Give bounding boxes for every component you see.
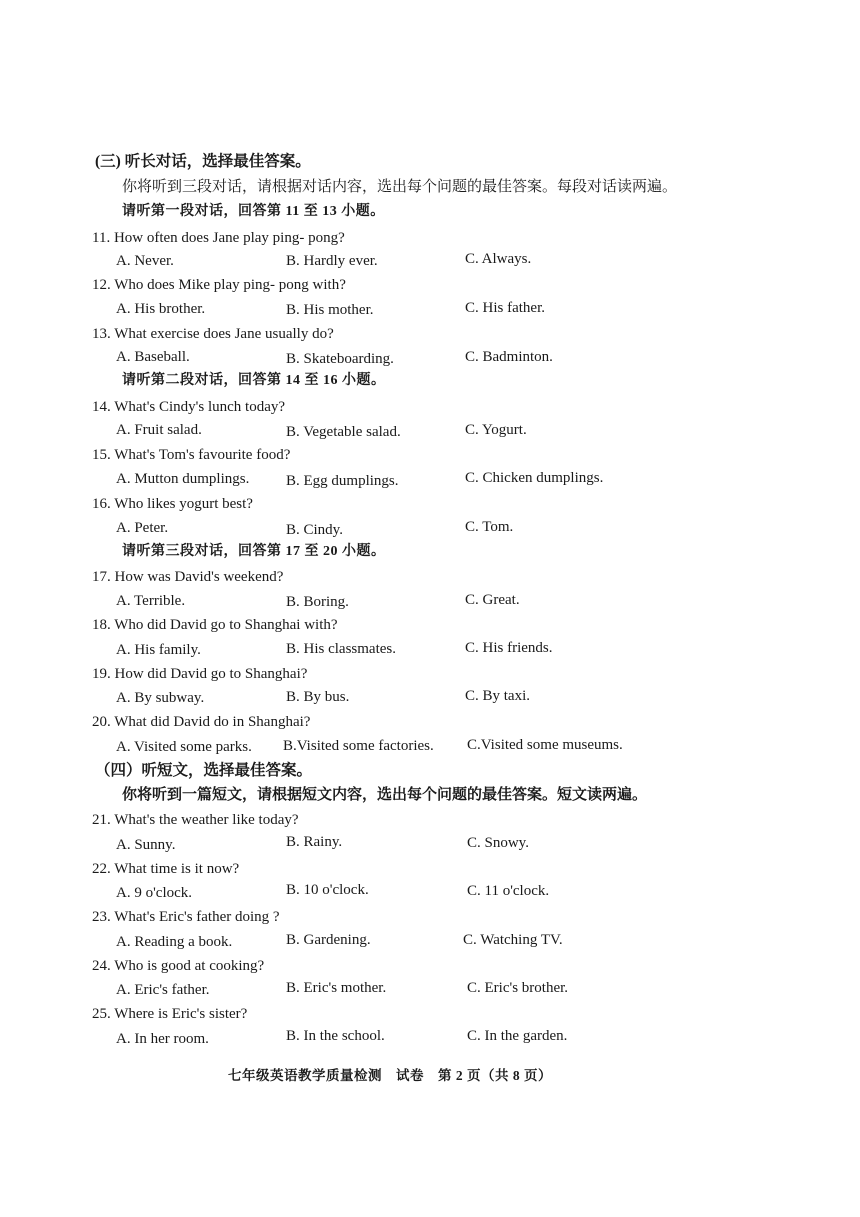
q11-option-c: C. Always. (465, 251, 532, 267)
question-23: 23. What's Eric's father doing ? (92, 909, 280, 925)
q13-option-c: C. Badminton. (465, 349, 553, 365)
q16-option-c: C. Tom. (465, 519, 514, 535)
page-footer: 七年级英语教学质量检测 试卷 第 2 页（共 8 页） (228, 1068, 552, 1083)
q25-option-b: B. In the school. (286, 1028, 385, 1044)
q20-option-c: C.Visited some museums. (467, 737, 623, 753)
q20-option-a: A. Visited some parks. (116, 739, 252, 755)
question-11: 11. How often does Jane play ping- pong? (92, 230, 345, 246)
question-21: 21. What's the weather like today? (92, 812, 299, 828)
question-17: 17. How was David's weekend? (92, 569, 284, 585)
q19-option-a: A. By subway. (116, 690, 205, 706)
q23-option-a: A. Reading a book. (116, 934, 233, 950)
question-25: 25. Where is Eric's sister? (92, 1006, 248, 1022)
q21-option-a: A. Sunny. (116, 837, 176, 853)
q22-option-c: C. 11 o'clock. (467, 883, 550, 899)
q18-option-b: B. His classmates. (286, 641, 396, 657)
dialogue-1-note: 请听第一段对话，回答第 11 至 13 小题。 (122, 204, 385, 219)
q18-option-c: C. His friends. (465, 640, 553, 656)
q22-option-b: B. 10 o'clock. (286, 882, 369, 898)
q25-option-c: C. In the garden. (467, 1028, 568, 1044)
section-4-title: （四）听短文，选择最佳答案。 (95, 762, 313, 779)
q20-option-b: B.Visited some factories. (283, 738, 434, 754)
q16-option-a: A. Peter. (116, 520, 169, 536)
question-15: 15. What's Tom's favourite food? (92, 447, 291, 463)
q12-option-b: B. His mother. (286, 302, 374, 318)
question-13: 13. What exercise does Jane usually do? (92, 326, 334, 342)
q24-option-c: C. Eric's brother. (467, 980, 569, 996)
section-3-instruction: 你将听到三段对话，请根据对话内容，选出每个问题的最佳答案。每段对话读两遍。 (122, 179, 678, 195)
q11-option-a: A. Never. (116, 253, 174, 269)
q24-option-a: A. Eric's father. (116, 982, 210, 998)
q17-option-a: A. Terrible. (116, 593, 186, 609)
dialogue-2-note: 请听第二段对话，回答第 14 至 16 小题。 (122, 373, 386, 388)
question-14: 14. What's Cindy's lunch today? (92, 399, 286, 415)
q22-option-a: A. 9 o'clock. (116, 885, 193, 901)
q14-option-a: A. Fruit salad. (116, 422, 202, 438)
q21-option-c: C. Snowy. (467, 835, 529, 851)
q14-option-b: B. Vegetable salad. (286, 424, 401, 440)
q15-option-a: A. Mutton dumplings. (116, 471, 250, 487)
dialogue-3-note: 请听第三段对话，回答第 17 至 20 小题。 (122, 544, 386, 559)
question-19: 19. How did David go to Shanghai? (92, 666, 308, 682)
q17-option-b: B. Boring. (286, 594, 349, 610)
q13-option-b: B. Skateboarding. (286, 351, 394, 367)
section-4-instruction: 你将听到一篇短文，请根据短文内容，选出每个问题的最佳答案。短文读两遍。 (122, 787, 648, 803)
question-16: 16. Who likes yogurt best? (92, 496, 253, 512)
q21-option-b: B. Rainy. (286, 834, 343, 850)
question-18: 18. Who did David go to Shanghai with? (92, 617, 338, 633)
q12-option-a: A. His brother. (116, 301, 206, 317)
q16-option-b: B. Cindy. (286, 522, 343, 538)
q15-option-b: B. Egg dumplings. (286, 473, 399, 489)
q14-option-c: C. Yogurt. (465, 422, 527, 438)
q13-option-a: A. Baseball. (116, 349, 190, 365)
q18-option-a: A. His family. (116, 642, 201, 658)
question-12: 12. Who does Mike play ping- pong with? (92, 277, 346, 293)
q23-option-c: C. Watching TV. (463, 932, 563, 948)
q11-option-b: B. Hardly ever. (286, 253, 378, 269)
q12-option-c: C. His father. (465, 300, 545, 316)
q23-option-b: B. Gardening. (286, 932, 371, 948)
question-24: 24. Who is good at cooking? (92, 958, 265, 974)
q19-option-b: B. By bus. (286, 689, 350, 705)
q17-option-c: C. Great. (465, 592, 520, 608)
question-20: 20. What did David do in Shanghai? (92, 714, 311, 730)
q25-option-a: A. In her room. (116, 1031, 209, 1047)
q19-option-c: C. By taxi. (465, 688, 531, 704)
q15-option-c: C. Chicken dumplings. (465, 470, 604, 486)
section-3-title: (三) 听长对话，选择最佳答案。 (95, 153, 311, 170)
question-22: 22. What time is it now? (92, 861, 240, 877)
q24-option-b: B. Eric's mother. (286, 980, 387, 996)
